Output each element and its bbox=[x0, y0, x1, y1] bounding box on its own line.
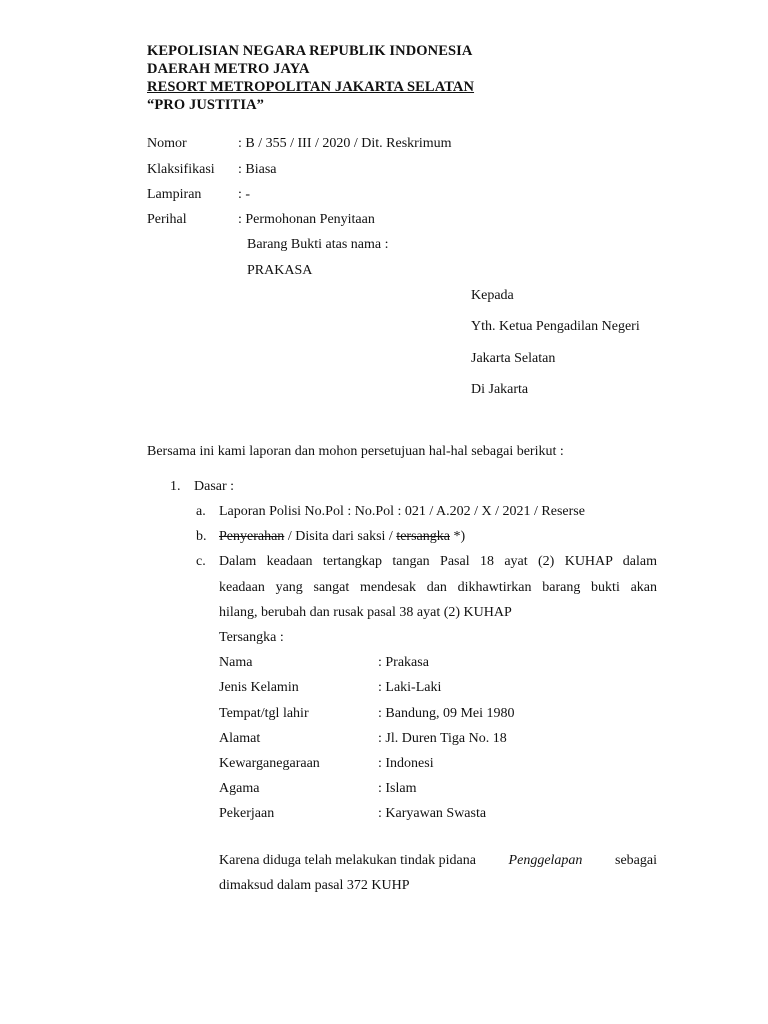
recipient-line-2: Yth. Ketua Pengadilan Negeri bbox=[471, 319, 640, 334]
recipient-line-4: Di Jakarta bbox=[471, 382, 529, 397]
suspect-label: Pekerjaan bbox=[219, 806, 275, 821]
item-c-line-3: hilang, berubah dan rusak pasal 38 ayat (2) KUHAP bbox=[219, 605, 512, 620]
item-b-end: *) bbox=[449, 529, 466, 544]
header-line-2: DAERAH METRO JAYA bbox=[147, 61, 310, 77]
tersangka-label: Tersangka : bbox=[219, 630, 284, 645]
header-line-4: “PRO JUSTITIA” bbox=[147, 97, 265, 113]
perihal-value-1: : Permohonan Penyitaan bbox=[238, 212, 375, 227]
item-b-middle: / Disita dari saksi / bbox=[284, 529, 397, 544]
closing-part-2: sebagai bbox=[615, 853, 657, 868]
recipient-line-3: Jakarta Selatan bbox=[471, 351, 556, 366]
item-b-marker: b. bbox=[196, 529, 207, 544]
klasifikasi-value: : Biasa bbox=[238, 162, 277, 177]
recipient-line-1: Kepada bbox=[471, 288, 514, 303]
item-c-line-1: Dalam keadaan tertangkap tangan Pasal 18 ayat (2) KUHAP dalam bbox=[219, 554, 657, 569]
suspect-label: Agama bbox=[219, 781, 260, 796]
nomor-label: Nomor bbox=[147, 136, 187, 151]
klasifikasi-label: Klaksifikasi bbox=[147, 162, 215, 177]
perihal-value-2: Barang Bukti atas nama : bbox=[247, 237, 389, 252]
closing-italic-term: Penggelapan bbox=[508, 853, 583, 868]
perihal-label: Perihal bbox=[147, 212, 187, 227]
nomor-value: : B / 355 / III / 2020 / Dit. Reskrimum bbox=[238, 136, 452, 151]
suspect-value: : Jl. Duren Tiga No. 18 bbox=[378, 731, 507, 746]
item-a-marker: a. bbox=[196, 504, 206, 519]
item-c-line-2: keadaan yang sangat mendesak dan dikhawtirkan barang bukti akan bbox=[219, 580, 657, 595]
suspect-label: Nama bbox=[219, 655, 253, 670]
suspect-label: Alamat bbox=[219, 731, 261, 746]
suspect-value: : Karyawan Swasta bbox=[378, 806, 487, 821]
item-b-struck-1: Penyerahan bbox=[219, 529, 285, 544]
perihal-value-3: PRAKASA bbox=[247, 263, 313, 278]
suspect-value: : Indonesi bbox=[378, 756, 434, 771]
suspect-value: : Laki-Laki bbox=[378, 680, 442, 695]
closing-part-1: Karena diduga telah melakukan tindak pidana bbox=[219, 853, 476, 868]
intro-text: Bersama ini kami laporan dan mohon persetujuan hal-hal sebagai berikut : bbox=[147, 444, 564, 459]
item-c-marker: c. bbox=[196, 554, 206, 569]
lampiran-value: : - bbox=[238, 187, 251, 202]
suspect-value: : Prakasa bbox=[378, 655, 429, 670]
suspect-label: Tempat/tgl lahir bbox=[219, 706, 309, 721]
header-line-1: KEPOLISIAN NEGARA REPUBLIK INDONESIA bbox=[147, 43, 473, 59]
suspect-value: : Bandung, 09 Mei 1980 bbox=[378, 706, 515, 721]
item-b-text bbox=[219, 528, 465, 546]
closing-line-2: dimaksud dalam pasal 372 KUHP bbox=[219, 878, 410, 893]
suspect-label: Kewarganegaraan bbox=[219, 756, 320, 771]
item-1-label: Dasar : bbox=[194, 479, 235, 494]
item-1-number: 1. bbox=[170, 479, 181, 494]
item-b-struck-2: tersangka bbox=[396, 529, 450, 544]
item-a-text: Laporan Polisi No.Pol : No.Pol : 021 / A.202 / X / 2021 / Reserse bbox=[219, 504, 585, 519]
lampiran-label: Lampiran bbox=[147, 187, 202, 202]
header-line-3: RESORT METROPOLITAN JAKARTA SELATAN bbox=[147, 79, 475, 95]
closing-line-1 bbox=[219, 852, 657, 870]
suspect-value: : Islam bbox=[378, 781, 417, 796]
suspect-label: Jenis Kelamin bbox=[219, 680, 299, 695]
